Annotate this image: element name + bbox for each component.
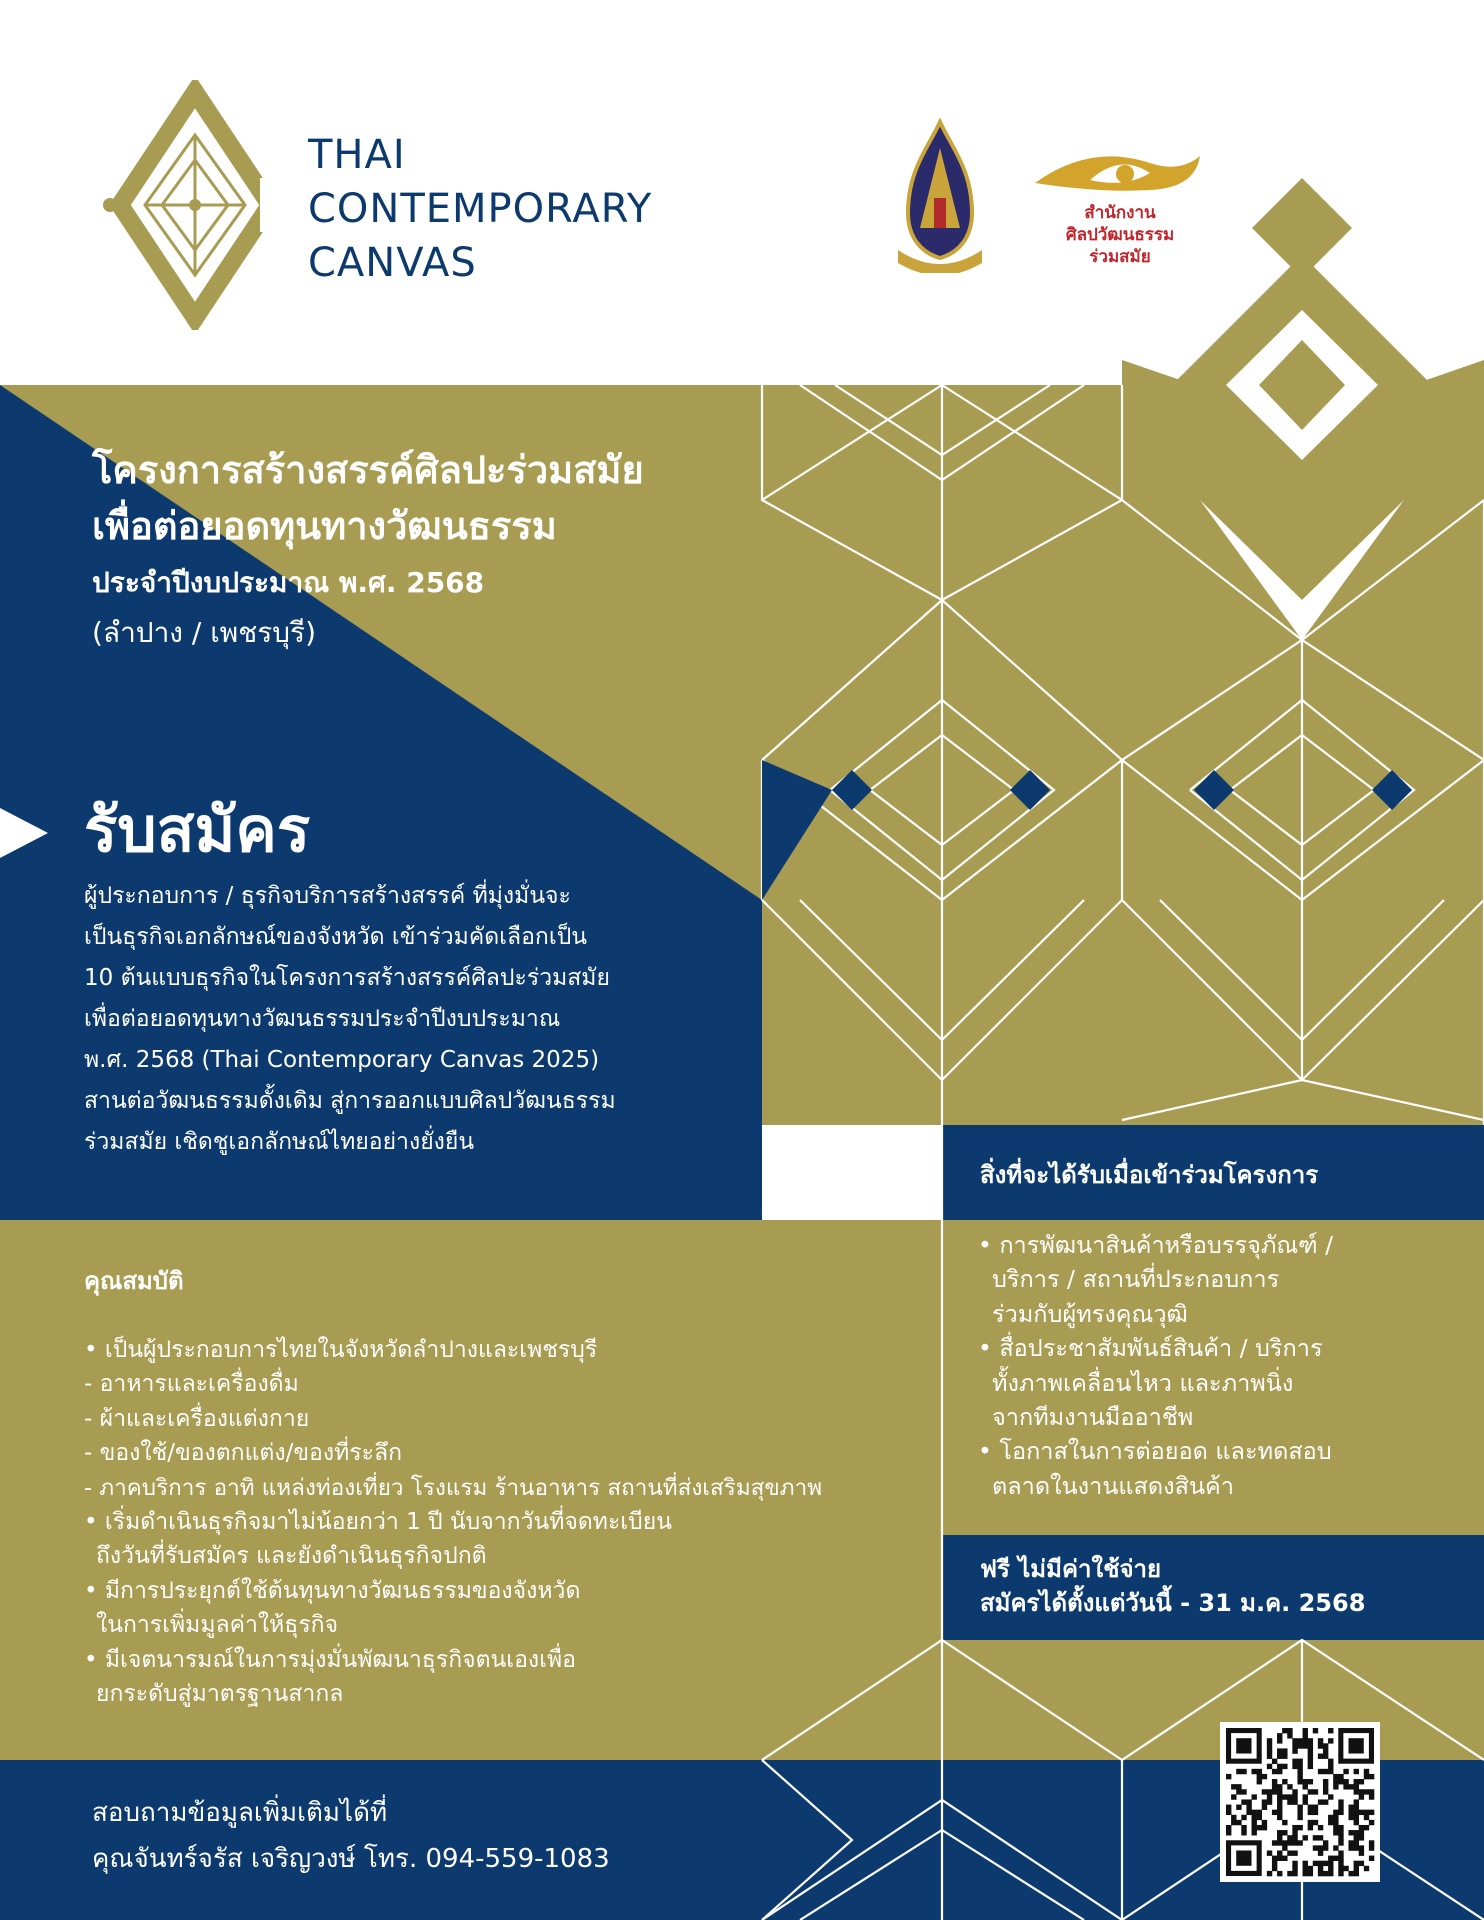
- call-description: [84, 876, 744, 1163]
- benefit-item: • สื่อประชาสัมพันธ์สินค้า / บริการ: [978, 1334, 1323, 1363]
- description-line: สานต่อวัฒนธรรมดั้งเดิม สู่การออกแบบศิลปวัฒนธรรม: [84, 1088, 616, 1114]
- description-line: 10 ต้นแบบธุรกิจในโครงการสร้างสรรค์ศิลปะร่วมสมัย: [84, 965, 610, 991]
- brand-name-line-2: CONTEMPORARY: [308, 186, 653, 232]
- contact-block: [92, 1790, 772, 1882]
- headline-apply: รับสมัคร: [84, 793, 311, 866]
- qualifications-title: คุณสมบัติ: [84, 1267, 184, 1295]
- qr-code-icon[interactable]: [1220, 1722, 1380, 1882]
- qualification-item: • มีการประยุกต์ใช้ต้นทุนทางวัฒนธรรมของจังหวัด: [84, 1577, 581, 1604]
- fee-box: [980, 1552, 1470, 1620]
- agency-name-line-3: ร่วมสมัย: [1089, 247, 1151, 267]
- benefit-item: • โอกาสในการต่อยอด และทดสอบ: [978, 1437, 1332, 1466]
- qualification-item: - ผ้าและเครื่องแต่งกาย: [84, 1405, 310, 1432]
- qualification-item: ถึงวันที่รับสมัคร และยังดำเนินธุรกิจปกติ: [96, 1543, 487, 1570]
- fee-free-text: ฟรี ไม่มีค่าใช้จ่าย: [980, 1555, 1162, 1583]
- agency-name-line-2: ศิลปวัฒนธรรม: [1065, 225, 1175, 245]
- contact-person-phone: คุณจันทร์จรัส เจริญวงษ์ โทร. 094-559-1083: [92, 1844, 610, 1874]
- benefit-item: จากทีมงานมืออาชีพ: [992, 1403, 1194, 1432]
- brand-name-line-3: CANVAS: [308, 240, 477, 286]
- description-line: เป็นธุรกิจเอกลักษณ์ของจังหวัด เข้าร่วมคัดเลือกเป็น: [84, 924, 588, 950]
- qualification-item: • เป็นผู้ประกอบการไทยในจังหวัดลำปางและเพชรบุรี: [84, 1337, 598, 1363]
- qualification-item: • เริ่มดำเนินธุรกิจมาไม่น้อยกว่า 1 ปี นับจากวันที่จดทะเบียน: [84, 1509, 672, 1536]
- project-title-line-2: เพื่อต่อยอดทุนทางวัฒนธรรม: [92, 504, 557, 548]
- description-line: ผู้ประกอบการ / ธุรกิจบริการสร้างสรรค์ ที่มุ่งมั่นจะ: [84, 883, 571, 909]
- benefit-item: ทั้งภาพเคลื่อนไหว และภาพนิ่ง: [992, 1368, 1294, 1397]
- thai-contemporary-canvas-logo-icon: [100, 80, 290, 330]
- benefit-item: ตลาดในงานแสดงสินค้า: [992, 1471, 1234, 1500]
- agency-name: [1045, 202, 1195, 268]
- qualification-item: - ของใช้/ของตกแต่ง/ของที่ระลึก: [84, 1440, 402, 1467]
- qualification-item: ในการเพิ่มมูลค่าให้ธุรกิจ: [96, 1612, 339, 1639]
- benefit-item: • การพัฒนาสินค้าหรือบรรจุภัณฑ์ /: [978, 1231, 1334, 1259]
- benefits-list: [978, 1228, 1458, 1503]
- qualification-item: ยกระดับสู่มาตรฐานสากล: [96, 1681, 344, 1708]
- benefit-item: บริการ / สถานที่ประกอบการ: [992, 1265, 1280, 1294]
- application-deadline: สมัครได้ตั้งแต่วันนี้ - 31 ม.ค. 2568: [980, 1589, 1366, 1617]
- ministry-seal-icon: [890, 118, 990, 273]
- project-title-block: [92, 442, 742, 658]
- brand-name-line-1: THAI: [308, 132, 406, 178]
- qualification-item: • มีเจตนารมณ์ในการมุ่งมั่นพัฒนาธุรกิจตนเองเพื่อ: [84, 1646, 576, 1673]
- project-title-line-1: โครงการสร้างสรรค์ศิลปะร่วมสมัย: [92, 448, 644, 492]
- contact-heading: สอบถามข้อมูลเพิ่มเติมได้ที่: [92, 1798, 388, 1828]
- description-line: เพื่อต่อยอดทุนทางวัฒนธรรมประจำปีงบประมาณ: [84, 1006, 561, 1032]
- agency-name-line-1: สำนักงาน: [1084, 203, 1156, 223]
- qualification-item: - อาหารและเครื่องดื่ม: [84, 1371, 299, 1398]
- agency-eye-logo-icon: [1030, 138, 1205, 208]
- fiscal-year: ประจำปีงบประมาณ พ.ศ. 2568: [92, 566, 485, 599]
- provinces: (ลำปาง / เพชรบุรี): [92, 616, 317, 649]
- benefits-title: สิ่งที่จะได้รับเมื่อเข้าร่วมโครงการ: [980, 1161, 1319, 1189]
- benefit-item: ร่วมกับผู้ทรงคุณวุฒิ: [992, 1299, 1188, 1328]
- qualifications-list: [84, 1333, 924, 1711]
- description-line: พ.ศ. 2568 (Thai Contemporary Canvas 2025): [84, 1047, 600, 1073]
- description-line: ร่วมสมัย เชิดชูเอกลักษณ์ไทยอย่างยั่งยืน: [84, 1129, 475, 1155]
- qualification-item: - ภาคบริการ อาทิ แหล่งท่องเที่ยว โรงแรม ร้านอาหาร สถานที่ส่งเสริมสุขภาพ: [84, 1474, 823, 1501]
